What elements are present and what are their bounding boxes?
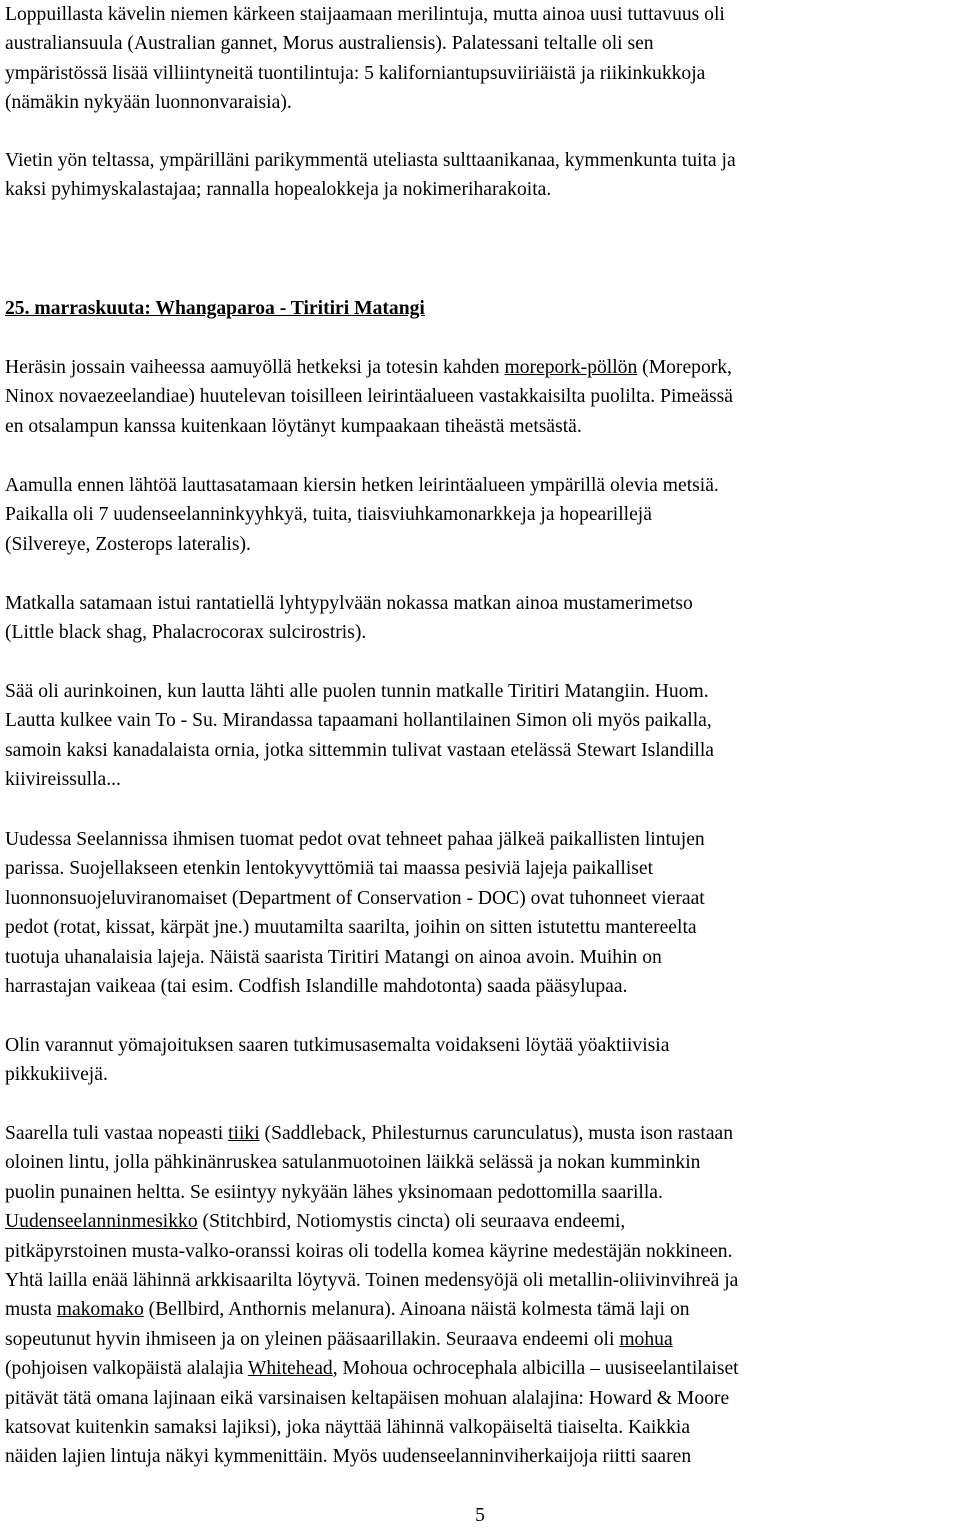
text-run: (Morepork, — [637, 357, 732, 378]
text-line: Yhtä lailla enää lähinnä arkkisaarilta löytyvä. Toinen medensyöjä oli metallin-oliivinvihreä ja — [5, 1269, 739, 1291]
text-line: australiansuula (Australian gannet, Morus australiensis). Palatessani teltalle oli sen — [5, 33, 654, 55]
text-run: musta — [5, 1299, 57, 1321]
text-line: Loppuillasta kävelin niemen kärkeen staijaamaan merilintuja, mutta ainoa uusi tuttavuus oli — [5, 4, 725, 25]
text-run: , Mohoua ochrocephala albicilla – uusiseelantilaiset — [332, 1358, 739, 1380]
text-line — [5, 353, 733, 382]
paragraph — [5, 353, 733, 441]
text-line — [5, 1207, 739, 1236]
text-line: Sää oli aurinkoinen, kun lautta lähti alle puolen tunnin matkalle Tiritiri Matangiin. Huom. — [5, 681, 709, 702]
text-run: (Saddleback, Philesturnus carunculatus), musta ison rastaan — [259, 1123, 734, 1144]
text-line — [5, 1325, 739, 1354]
paragraph — [5, 471, 719, 559]
species-link-whitehead[interactable]: Whitehead — [247, 1358, 333, 1380]
text-run: (Bellbird, Anthornis melanura). Ainoana näistä kolmesta tämä laji on — [143, 1299, 690, 1321]
text-line: (Silvereye, Zosterops lateralis). — [5, 533, 251, 555]
paragraph — [5, 0, 725, 118]
paragraph — [5, 146, 736, 205]
text-line: en otsalampun kanssa kuitenkaan löytänyt kumpaakaan tiheästä metsästä. — [5, 415, 582, 437]
text-line: pitävät tätä omana lajinaan eikä varsinaisen keltapäisen mohuan alalajina: Howard & Moore — [5, 1387, 730, 1409]
paragraph — [5, 1031, 669, 1090]
page-number: 5 — [475, 1505, 485, 1526]
text-line: tuotuja uhanalaisia lajeja. Näistä saarista Tiritiri Matangi on ainoa avoin. Muihin on — [5, 946, 662, 968]
text-line: pikkukiivejä. — [5, 1064, 108, 1086]
text-line — [5, 1119, 739, 1148]
text-line: Ninox novaezeelandiae) huutelevan toisilleen leirintäalueen vastakkaisilta puolilta. Pimeässä — [5, 386, 733, 408]
text-line: luonnonsuojeluviranomaiset (Department of Conservation - DOC) ovat tuhonneet vieraat — [5, 887, 705, 909]
text-line: pitkäpyrstoinen musta-valko-oranssi koiras oli todella komea käyrine medestäjän nokkineen. — [5, 1240, 733, 1262]
paragraph — [5, 825, 705, 1001]
text-run: sopeutunut hyvin ihmiseen ja on yleinen pääsaarillakin. Seuraava endeemi oli — [5, 1328, 620, 1350]
text-line: näiden lajien lintuja näkyi kymmenittäin. Myös uudenseelanninviherkaijoja riitti saaren — [5, 1446, 692, 1468]
text-run: (Stitchbird, Notiomystis cincta) oli seuraava endeemi, — [197, 1211, 626, 1233]
text-line: Olin varannut yömajoituksen saaren tutkimusasemalta voidakseni löytää yöaktiivisia — [5, 1035, 670, 1056]
text-run: Heräsin jossain vaiheessa aamuyöllä hetkeksi ja totesin kahden — [5, 357, 505, 378]
text-line — [5, 1295, 739, 1324]
text-line: samoin kaksi kanadalaista ornia, jotka sittemmin tulivat vastaan etelässä Stewart Islandilla — [5, 739, 714, 761]
text-line: puolin punainen heltta. Se esiintyy nykyään lähes yksinomaan pedottomilla saarilla. — [5, 1181, 663, 1203]
text-line: oloinen lintu, jolla pähkinänruskea satulanmuotoinen läikkä selässä ja nokan kumminkin — [5, 1152, 701, 1174]
text-line: Matkalla satamaan istui rantatiellä lyhtypylvään nokassa matkan ainoa mustamerimetso — [5, 593, 693, 614]
text-line: Lautta kulkee vain To - Su. Mirandassa tapaamani hollantilainen Simon oli myös paikalla, — [5, 710, 712, 732]
text-line: kaksi pyhimyskalastajaa; rannalla hopealokkeja ja nokimeriharakoita. — [5, 179, 552, 201]
text-run: (pohjoisen valkopäistä alalajia — [5, 1358, 248, 1380]
species-link-uudenseelanninmesikko[interactable]: Uudenseelanninmesikko — [5, 1211, 198, 1233]
text-run: Saarella tuli vastaa nopeasti — [5, 1123, 229, 1144]
text-line: Paikalla oli 7 uudenseelanninkyyhkyä, tuita, tiaisviuhkamonarkkeja ja hopearillejä — [5, 504, 652, 526]
paragraph — [5, 589, 693, 648]
section-heading-paragraph — [5, 294, 425, 323]
text-line: kiivireissulla... — [5, 769, 121, 791]
text-line: katsovat kuitenkin samaksi lajiksi), joka näyttää lähinnä valkopäiseltä tiaiselta. Kaikkia — [5, 1416, 691, 1438]
text-line — [5, 1354, 739, 1383]
text-line: Uudessa Seelannissa ihmisen tuomat pedot ovat tehneet pahaa jälkeä paikallisten lintujen — [5, 829, 705, 850]
text-line: (Little black shag, Phalacrocorax sulcirostris). — [5, 622, 367, 644]
text-line: parissa. Suojellakseen etenkin lentokyvyttömiä tai maassa pesiviä lajeja paikalliset — [5, 858, 654, 880]
text-line: Aamulla ennen lähtöä lauttasatamaan kiersin hetken leirintäalueen ympärillä olevia metsiä. — [5, 475, 719, 496]
species-link-tiiki[interactable]: tiiki — [228, 1123, 260, 1144]
text-line: ympäristössä lisää villiintyneitä tuontilintuja: 5 kaliforniantupsuviiriäistä ja riikinkukkoja — [5, 62, 706, 84]
species-link-makomako[interactable]: makomako — [56, 1299, 144, 1321]
text-line: Vietin yön teltassa, ympärilläni parikymmentä uteliasta sulttaanikanaa, kymmenkunta tuita ja — [5, 150, 736, 171]
species-link-morepork[interactable]: morepork-pöllön — [504, 357, 638, 378]
paragraph — [5, 677, 714, 795]
paragraph — [5, 1119, 739, 1472]
species-link-mohua[interactable]: mohua — [619, 1328, 673, 1350]
text-line: harrastajan vaikeaa (tai esim. Codfish Islandille mahdotonta) saada pääsylupaa. — [5, 975, 628, 997]
text-line: (nämäkin nykyään luonnonvaraisia). — [5, 92, 292, 114]
text-line: pedot (rotat, kissat, kärpät jne.) muutamilta saarilta, joihin on sitten istutettu mantereelta — [5, 917, 697, 939]
section-heading: 25. marraskuuta: Whangaparoa - Tiritiri Matangi — [5, 298, 425, 319]
